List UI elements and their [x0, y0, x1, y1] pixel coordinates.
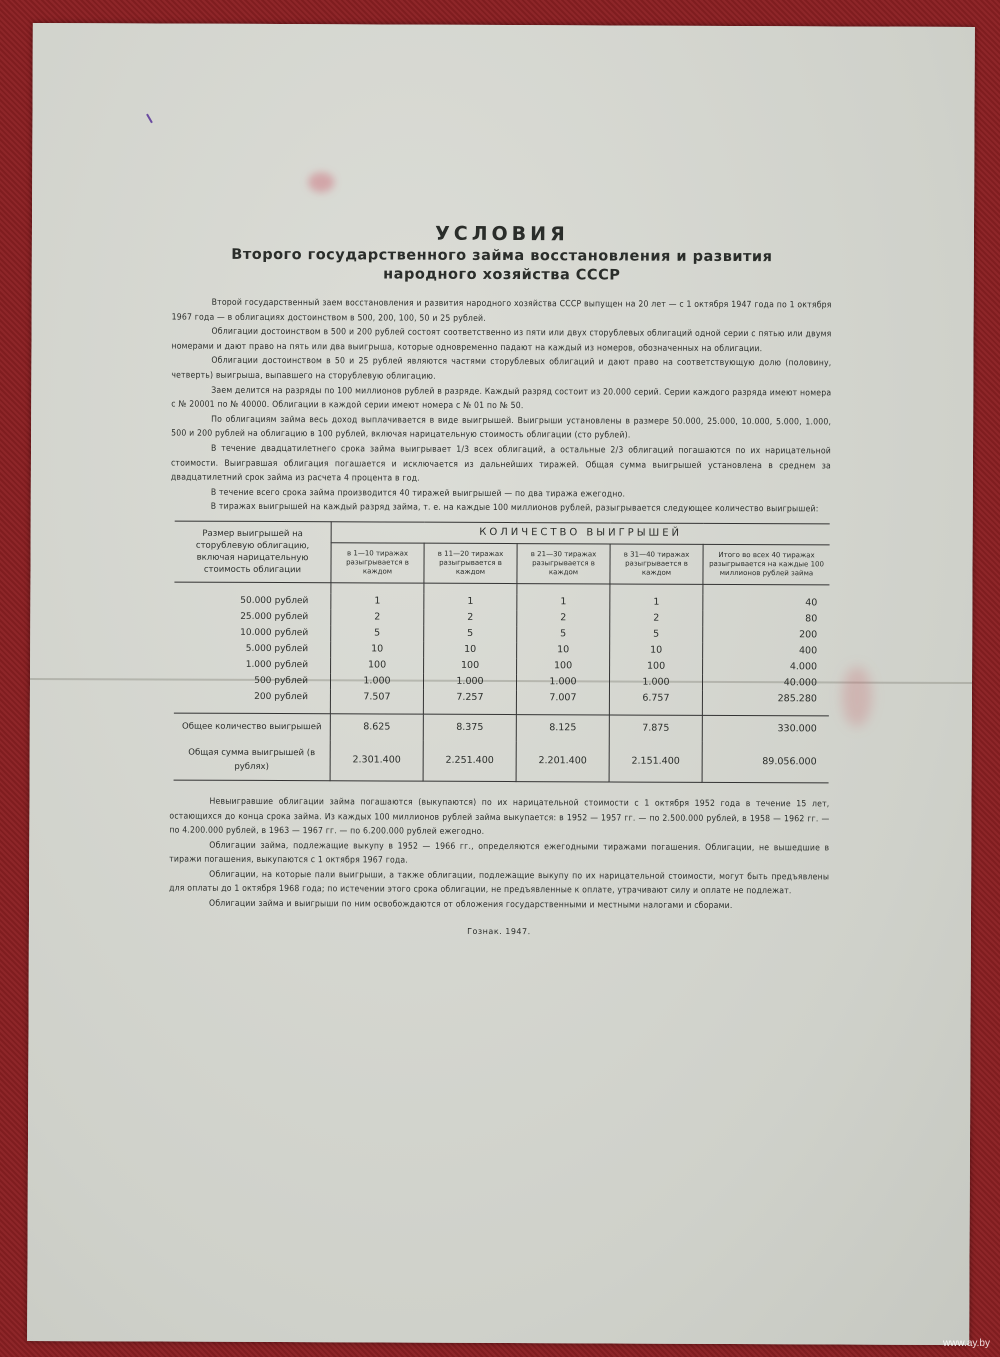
- table-cell: 8.375: [423, 714, 516, 741]
- table-cell: 2.251.400: [423, 741, 516, 782]
- paper-stain: [308, 172, 334, 192]
- table-cell: 100: [517, 658, 610, 674]
- printer-imprint: Гознак. 1947.: [467, 926, 531, 936]
- ink-mark: [146, 114, 153, 124]
- table-cell-total: 80: [805, 613, 818, 625]
- table-cell: 2.151.400: [609, 741, 702, 782]
- table-cell: 5: [610, 626, 703, 642]
- table-cell-total: 285.280: [702, 691, 829, 716]
- table-cell: 8.625: [330, 714, 423, 741]
- paragraph: В течение всего срока займа производится 40 тиражей выигрышей — по два тиража ежегодно.: [210, 487, 626, 500]
- draws-11-20-header: в 11—20 тиражах разыгрывается в каждом: [424, 543, 517, 583]
- table-cell: 2: [517, 610, 610, 626]
- draws-21-30-header: в 21—30 тиражах разыгрывается в каждом: [517, 543, 610, 583]
- table-cell: 10: [424, 642, 517, 658]
- paragraph: Облигации займа, подлежащие выкупу в 1952 — 1966 гг., определяются ежегодными тиражами погашения. Облигации, не вышедшие в тиражи погашения, выкупаются с 1 октября 1967 года.: [169, 840, 830, 866]
- table-cell: 1: [610, 594, 703, 610]
- table-cell: 7.875: [609, 715, 702, 742]
- table-cell-total: 330.000: [777, 723, 817, 735]
- paragraph: Облигации достоинством в 50 и 25 рублей являются частями сторублевых облигаций и дают право на соответствующую долю (половину, четверть) выигрыша, выпавшего на сторублевую облигацию.: [171, 356, 832, 382]
- paragraph: Облигации займа и выигрыши по ним освобождаются от обложения государственными и местными налогами и сборами.: [209, 898, 733, 912]
- prize-label: 500 рублей: [174, 672, 331, 689]
- table-cell: 5: [517, 626, 610, 642]
- prize-label: 1.000 рублей: [174, 656, 331, 673]
- prize-label: 5.000 рублей: [174, 640, 331, 657]
- paragraph: Невыигравшие облигации займа погашаются (выкупаются) по их нарицательной стоимости с 1 октября 1952 года в течение 15 лет, остающихся до конца срока займа. Из каждых 100 миллионов рублей займа выкупается: в 1952 — 1957 гг. — по 2.500.000 рублей, в 1958 — 1962 гг. — по 4.200.000 рублей, в 1963 — 1967 гг. — по 6.200.000 рублей ежегодно.: [169, 796, 830, 838]
- prize-label: 200 рублей: [174, 688, 331, 713]
- table-cell-total: 400: [798, 645, 818, 657]
- table-cell: 5: [424, 626, 517, 642]
- paragraph: Облигации, на которые пали выигрыши, а также облигации, подлежащие выкупу по их нарицательной стоимости, могут быть предъявлены для оплаты до 1 октября 1968 года; по истечении этого срока облигации, не предъявленные к оплате, утрачивают силу и оплате не подлежат.: [169, 869, 830, 897]
- table-cell: 1: [331, 593, 424, 609]
- table-cell-total: 89.056.000: [702, 742, 829, 783]
- paragraph: Заем делится на разряды по 100 миллионов рублей в разряде. Каждый разряд состоит из 20.000 серий. Серии каждого разряда имеют номера с № 20001 по № 40000. Облигации в каждой серии имеют номера с № 01 по № 50.: [171, 385, 832, 412]
- prize-label: 25.000 рублей: [174, 608, 331, 625]
- paper-stain: [842, 666, 872, 726]
- prize-label: 50.000 рублей: [174, 592, 331, 609]
- table-cell: 8.125: [516, 714, 609, 741]
- table-cell: 2: [424, 610, 517, 626]
- loan-conditions-sheet: [27, 23, 975, 1345]
- table-cell: 7.007: [516, 690, 609, 715]
- table-cell: 5: [331, 625, 424, 641]
- table-cell: 1.000: [423, 674, 516, 690]
- table-cell-total: 200: [799, 629, 818, 641]
- subtitle-line: Второго государственного займа восстановления и развития: [231, 246, 773, 266]
- table-cell: 2.201.400: [516, 741, 609, 782]
- table-cell-total: 40: [805, 597, 818, 609]
- table-cell: 2: [610, 610, 703, 626]
- table-cell: 7.507: [330, 689, 423, 714]
- prize-size-header: Размер выигрышей на сторублевую облигацию, включая нарицательную стоимость облигации: [174, 521, 331, 583]
- document-title: УСЛОВИЯ: [435, 222, 569, 246]
- site-watermark: www.ay.by: [942, 1338, 990, 1349]
- table-cell: 10: [331, 641, 424, 657]
- prize-label: 10.000 рублей: [174, 624, 331, 641]
- table-cell-total: 4.000: [789, 661, 818, 673]
- table-cell: 1: [517, 594, 610, 610]
- table-cell: 2: [331, 609, 424, 625]
- table-cell: 1.000: [516, 674, 609, 690]
- table-cell: 2.301.400: [330, 740, 423, 781]
- table-cell-total: 40.000: [783, 677, 818, 689]
- total-sum-label: Общая сумма выигрышей (в рублях): [174, 739, 331, 780]
- table-cell: 1.000: [609, 674, 702, 690]
- table-cell: 6.757: [609, 690, 702, 715]
- table-cell: 100: [331, 657, 424, 673]
- table-cell: 7.257: [423, 690, 516, 715]
- paragraph: В тиражах выигрышей на каждый разряд займа, т. е. на каждые 100 миллионов рублей, разыгрывается следующее количество выигрышей:: [210, 502, 819, 515]
- draws-1-10-header: в 1—10 тиражах разыгрывается в каждом: [331, 543, 424, 583]
- table-cell: 10: [517, 642, 610, 658]
- paragraph: В течение двадцатилетнего срока займа выигрывает 1/3 всех облигаций, а остальные 2/3 облигаций погашаются по их нарицательной стоимости. Выигравшая облигация погашается и исключается из дальнейших тиражей. Общая сумма выигрышей установлена в среднем за двадцатилетний срок займа из расчета 4 процента в год.: [170, 443, 832, 484]
- table-cell: 100: [424, 658, 517, 674]
- table-row: [174, 688, 829, 715]
- prize-table: [174, 520, 830, 783]
- table-cell: 100: [610, 658, 703, 674]
- draws-31-40-header: в 31—40 тиражах разыгрывается в каждом: [610, 544, 703, 584]
- prize-count-header: КОЛИЧЕСТВО ВЫИГРЫШЕЙ: [331, 522, 830, 545]
- table-cell: 1: [424, 594, 517, 610]
- document-body: [169, 222, 832, 938]
- document-subtitle: [172, 246, 832, 287]
- table-total-row: [174, 739, 829, 782]
- total-count-label: Общее количество выигрышей: [174, 713, 331, 740]
- paragraph: Второй государственный заем восстановления и развития народного хозяйства СССР выпущен на 20 лет — с 1 октября 1947 года по 1 октября 1967 года — в облигациях достоинством в 500, 200, 100, 50 и 25 рублей.: [171, 297, 832, 324]
- table-cell: 10: [610, 642, 703, 658]
- table-cell: 1.000: [330, 673, 423, 689]
- table-total-row: [174, 713, 829, 742]
- paragraph: Облигации достоинством в 500 и 200 рублей состоят соответственно из пяти или двух сторублевых облигаций одной серии с пятью или двумя номерами и дают право на пять или два выигрыша, которые одновременно падают на каждый из номеров, обозначенных на облигации.: [171, 326, 832, 354]
- total-40-draws-header: Итого во всех 40 тиражах разыгрывается на каждые 100 миллионов рублей займа: [703, 544, 830, 585]
- subtitle-line: народного хозяйства СССР: [383, 266, 621, 284]
- paragraph: По облигациям займа весь доход выплачивается в виде выигрышей. Выигрыши установлены в размере 50.000, 25.000, 10.000, 5.000, 1.000, 500 и 200 рублей на облигацию в 100 рублей, включая нарицательную стоимость облигации (сто рублей).: [171, 414, 832, 441]
